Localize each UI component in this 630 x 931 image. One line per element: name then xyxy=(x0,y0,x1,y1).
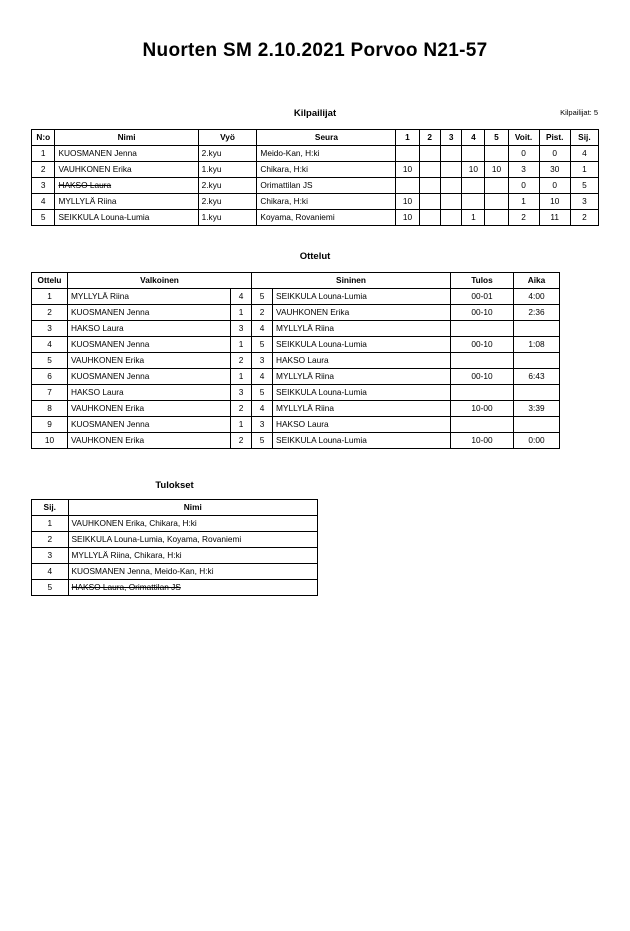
cell-rank: 4 xyxy=(570,146,598,162)
cell-round-5 xyxy=(485,178,508,194)
cell-round-4 xyxy=(462,146,485,162)
cell-round-1 xyxy=(396,146,419,162)
cell-round-5 xyxy=(485,146,508,162)
cell-result: 00-10 xyxy=(451,369,514,385)
cell-blue-name: SEIKKULA Louna-Lumia xyxy=(273,433,451,449)
cell-time: 0:00 xyxy=(514,433,560,449)
cell-blue-name: SEIKKULA Louna-Lumia xyxy=(273,289,451,305)
table-row xyxy=(32,305,560,321)
cell-wins: 1 xyxy=(508,194,539,210)
cell-club: Koyama, Rovaniemi xyxy=(257,210,396,226)
column-header-round-1: 1 xyxy=(396,130,419,146)
table-row xyxy=(32,146,599,162)
cell-round-3 xyxy=(440,146,461,162)
results-heading: Tulokset xyxy=(155,480,194,491)
results-section-header xyxy=(31,480,318,496)
table-row xyxy=(32,210,599,226)
cell-blue-name: HAKSO Laura xyxy=(273,353,451,369)
cell-round-2 xyxy=(419,178,440,194)
table-row xyxy=(32,417,560,433)
cell-time xyxy=(514,417,560,433)
cell-points: 0 xyxy=(539,178,570,194)
cell-belt: 2.kyu xyxy=(198,178,257,194)
table-row xyxy=(32,321,560,337)
column-header-club: Seura xyxy=(257,130,396,146)
cell-match-no: 9 xyxy=(32,417,68,433)
cell-rank: 1 xyxy=(570,162,598,178)
cell-rank: 3 xyxy=(32,548,69,564)
cell-result: 10-00 xyxy=(451,433,514,449)
cell-white-number: 4 xyxy=(231,289,252,305)
results-table xyxy=(31,499,318,596)
cell-white-name: KUOSMANEN Jenna xyxy=(68,369,231,385)
cell-time xyxy=(514,321,560,337)
cell-round-3 xyxy=(440,194,461,210)
cell-round-3 xyxy=(440,178,461,194)
column-header-result: Tulos xyxy=(451,273,514,289)
competitors-heading: Kilpailijat xyxy=(293,108,337,119)
cell-rank: 2 xyxy=(570,210,598,226)
cell-blue-number: 5 xyxy=(252,385,273,401)
cell-white-number: 3 xyxy=(231,385,252,401)
table-row xyxy=(32,194,599,210)
table-header-row xyxy=(32,273,560,289)
competitors-count-note: Kilpailijat: 5 xyxy=(560,108,598,117)
cell-time: 4:00 xyxy=(514,289,560,305)
cell-blue-name: HAKSO Laura xyxy=(273,417,451,433)
table-row xyxy=(32,337,560,353)
cell-blue-number: 2 xyxy=(252,305,273,321)
cell-white-name: KUOSMANEN Jenna xyxy=(68,305,231,321)
cell-result: 10-00 xyxy=(451,401,514,417)
cell-result: 00-10 xyxy=(451,305,514,321)
cell-white-name: HAKSO Laura xyxy=(68,321,231,337)
cell-round-4 xyxy=(462,194,485,210)
matches-heading: Ottelut xyxy=(299,251,331,262)
column-header-white: Valkoinen xyxy=(68,273,252,289)
cell-name: VAUHKONEN Erika, Chikara, H:ki xyxy=(68,516,317,532)
cell-wins: 0 xyxy=(508,146,539,162)
cell-blue-name: MYLLYLÄ Riina xyxy=(273,401,451,417)
cell-white-name: VAUHKONEN Erika xyxy=(68,353,231,369)
cell-white-number: 2 xyxy=(231,401,252,417)
cell-white-number: 1 xyxy=(231,305,252,321)
cell-round-1: 10 xyxy=(396,194,419,210)
table-row xyxy=(32,353,560,369)
cell-wins: 0 xyxy=(508,178,539,194)
cell-round-2 xyxy=(419,210,440,226)
cell-match-no: 2 xyxy=(32,305,68,321)
matches-table-wrapper xyxy=(31,272,560,449)
column-header-round-3: 3 xyxy=(440,130,461,146)
cell-name: MYLLYLÄ Riina xyxy=(55,194,198,210)
table-header-row xyxy=(32,130,599,146)
column-header-round-2: 2 xyxy=(419,130,440,146)
cell-blue-number: 3 xyxy=(252,353,273,369)
column-header-rank: Sij. xyxy=(570,130,598,146)
competitors-table xyxy=(31,129,599,226)
cell-white-name: MYLLYLÄ Riina xyxy=(68,289,231,305)
cell-white-name: KUOSMANEN Jenna xyxy=(68,337,231,353)
cell-match-no: 5 xyxy=(32,353,68,369)
cell-white-number: 1 xyxy=(231,417,252,433)
competitors-section-header xyxy=(0,108,630,124)
cell-white-number: 3 xyxy=(231,321,252,337)
table-row xyxy=(32,162,599,178)
cell-round-2 xyxy=(419,162,440,178)
cell-blue-number: 5 xyxy=(252,289,273,305)
cell-no: 3 xyxy=(32,178,55,194)
cell-name: SEIKKULA Louna-Lumia xyxy=(55,210,198,226)
column-header-match-no: Ottelu xyxy=(32,273,68,289)
cell-white-number: 1 xyxy=(231,337,252,353)
cell-white-name: VAUHKONEN Erika xyxy=(68,401,231,417)
cell-white-name: VAUHKONEN Erika xyxy=(68,433,231,449)
cell-blue-name: SEIKKULA Louna-Lumia xyxy=(273,385,451,401)
column-header-belt: Vyö xyxy=(198,130,257,146)
column-header-name: Nimi xyxy=(68,500,317,516)
cell-round-3 xyxy=(440,162,461,178)
cell-match-no: 1 xyxy=(32,289,68,305)
column-header-blue: Sininen xyxy=(252,273,451,289)
cell-match-no: 10 xyxy=(32,433,68,449)
cell-rank: 5 xyxy=(570,178,598,194)
column-header-time: Aika xyxy=(514,273,560,289)
cell-time: 3:39 xyxy=(514,401,560,417)
cell-belt: 2.kyu xyxy=(198,146,257,162)
cell-round-5 xyxy=(485,210,508,226)
cell-white-name: KUOSMANEN Jenna xyxy=(68,417,231,433)
cell-blue-number: 4 xyxy=(252,401,273,417)
cell-white-name: HAKSO Laura xyxy=(68,385,231,401)
table-row xyxy=(32,548,318,564)
table-row xyxy=(32,532,318,548)
cell-name: MYLLYLÄ Riina, Chikara, H:ki xyxy=(68,548,317,564)
cell-result xyxy=(451,353,514,369)
cell-blue-name: SEIKKULA Louna-Lumia xyxy=(273,337,451,353)
table-header-row xyxy=(32,500,318,516)
cell-round-2 xyxy=(419,194,440,210)
column-header-round-4: 4 xyxy=(462,130,485,146)
column-header-name: Nimi xyxy=(55,130,198,146)
table-row xyxy=(32,401,560,417)
cell-wins: 2 xyxy=(508,210,539,226)
cell-time: 1:08 xyxy=(514,337,560,353)
document-page xyxy=(0,40,630,931)
cell-time: 2:36 xyxy=(514,305,560,321)
table-row xyxy=(32,433,560,449)
cell-name: HAKSO Laura, Orimattilan JS xyxy=(68,580,317,596)
column-header-wins: Voit. xyxy=(508,130,539,146)
cell-match-no: 7 xyxy=(32,385,68,401)
table-row xyxy=(32,580,318,596)
cell-result xyxy=(451,321,514,337)
table-row xyxy=(32,178,599,194)
cell-wins: 3 xyxy=(508,162,539,178)
cell-blue-number: 5 xyxy=(252,433,273,449)
cell-time: 6:43 xyxy=(514,369,560,385)
table-row xyxy=(32,516,318,532)
column-header-points: Pist. xyxy=(539,130,570,146)
table-row xyxy=(32,564,318,580)
cell-rank: 2 xyxy=(32,532,69,548)
results-table-wrapper xyxy=(31,499,318,596)
cell-club: Chikara, H:ki xyxy=(257,194,396,210)
cell-name: SEIKKULA Louna-Lumia, Koyama, Rovaniemi xyxy=(68,532,317,548)
cell-rank: 3 xyxy=(570,194,598,210)
cell-white-number: 2 xyxy=(231,353,252,369)
cell-belt: 2.kyu xyxy=(198,194,257,210)
cell-round-5: 10 xyxy=(485,162,508,178)
cell-round-2 xyxy=(419,146,440,162)
cell-result: 00-10 xyxy=(451,337,514,353)
column-header-no: N:o xyxy=(32,130,55,146)
table-row xyxy=(32,369,560,385)
cell-blue-name: VAUHKONEN Erika xyxy=(273,305,451,321)
cell-round-4: 1 xyxy=(462,210,485,226)
cell-blue-name: MYLLYLÄ Riina xyxy=(273,369,451,385)
cell-white-number: 1 xyxy=(231,369,252,385)
cell-no: 2 xyxy=(32,162,55,178)
cell-rank: 4 xyxy=(32,564,69,580)
matches-section-header xyxy=(0,251,630,267)
cell-rank: 5 xyxy=(32,580,69,596)
cell-blue-number: 3 xyxy=(252,417,273,433)
cell-round-3 xyxy=(440,210,461,226)
cell-rank: 1 xyxy=(32,516,69,532)
cell-blue-number: 5 xyxy=(252,337,273,353)
cell-round-5 xyxy=(485,194,508,210)
cell-result xyxy=(451,385,514,401)
cell-blue-number: 4 xyxy=(252,369,273,385)
cell-club: Meido-Kan, H:ki xyxy=(257,146,396,162)
cell-match-no: 6 xyxy=(32,369,68,385)
cell-blue-number: 4 xyxy=(252,321,273,337)
cell-round-4 xyxy=(462,178,485,194)
cell-belt: 1.kyu xyxy=(198,210,257,226)
column-header-rank: Sij. xyxy=(32,500,69,516)
cell-points: 0 xyxy=(539,146,570,162)
cell-round-1: 10 xyxy=(396,162,419,178)
cell-no: 4 xyxy=(32,194,55,210)
cell-name: VAUHKONEN Erika xyxy=(55,162,198,178)
table-row xyxy=(32,289,560,305)
cell-round-1 xyxy=(396,178,419,194)
cell-result: 00-01 xyxy=(451,289,514,305)
cell-time xyxy=(514,385,560,401)
cell-belt: 1.kyu xyxy=(198,162,257,178)
cell-name: KUOSMANEN Jenna, Meido-Kan, H:ki xyxy=(68,564,317,580)
cell-time xyxy=(514,353,560,369)
table-row xyxy=(32,385,560,401)
cell-points: 11 xyxy=(539,210,570,226)
cell-name: HAKSO Laura xyxy=(55,178,198,194)
cell-result xyxy=(451,417,514,433)
page-title: Nuorten SM 2.10.2021 Porvoo N21-57 xyxy=(142,40,488,61)
cell-points: 30 xyxy=(539,162,570,178)
cell-match-no: 3 xyxy=(32,321,68,337)
cell-name: KUOSMANEN Jenna xyxy=(55,146,198,162)
cell-white-number: 2 xyxy=(231,433,252,449)
cell-blue-name: MYLLYLÄ Riina xyxy=(273,321,451,337)
cell-points: 10 xyxy=(539,194,570,210)
cell-round-4: 10 xyxy=(462,162,485,178)
cell-no: 5 xyxy=(32,210,55,226)
cell-match-no: 8 xyxy=(32,401,68,417)
cell-club: Chikara, H:ki xyxy=(257,162,396,178)
cell-no: 1 xyxy=(32,146,55,162)
cell-club: Orimattilan JS xyxy=(257,178,396,194)
cell-match-no: 4 xyxy=(32,337,68,353)
cell-round-1: 10 xyxy=(396,210,419,226)
matches-table xyxy=(31,272,560,449)
column-header-round-5: 5 xyxy=(485,130,508,146)
